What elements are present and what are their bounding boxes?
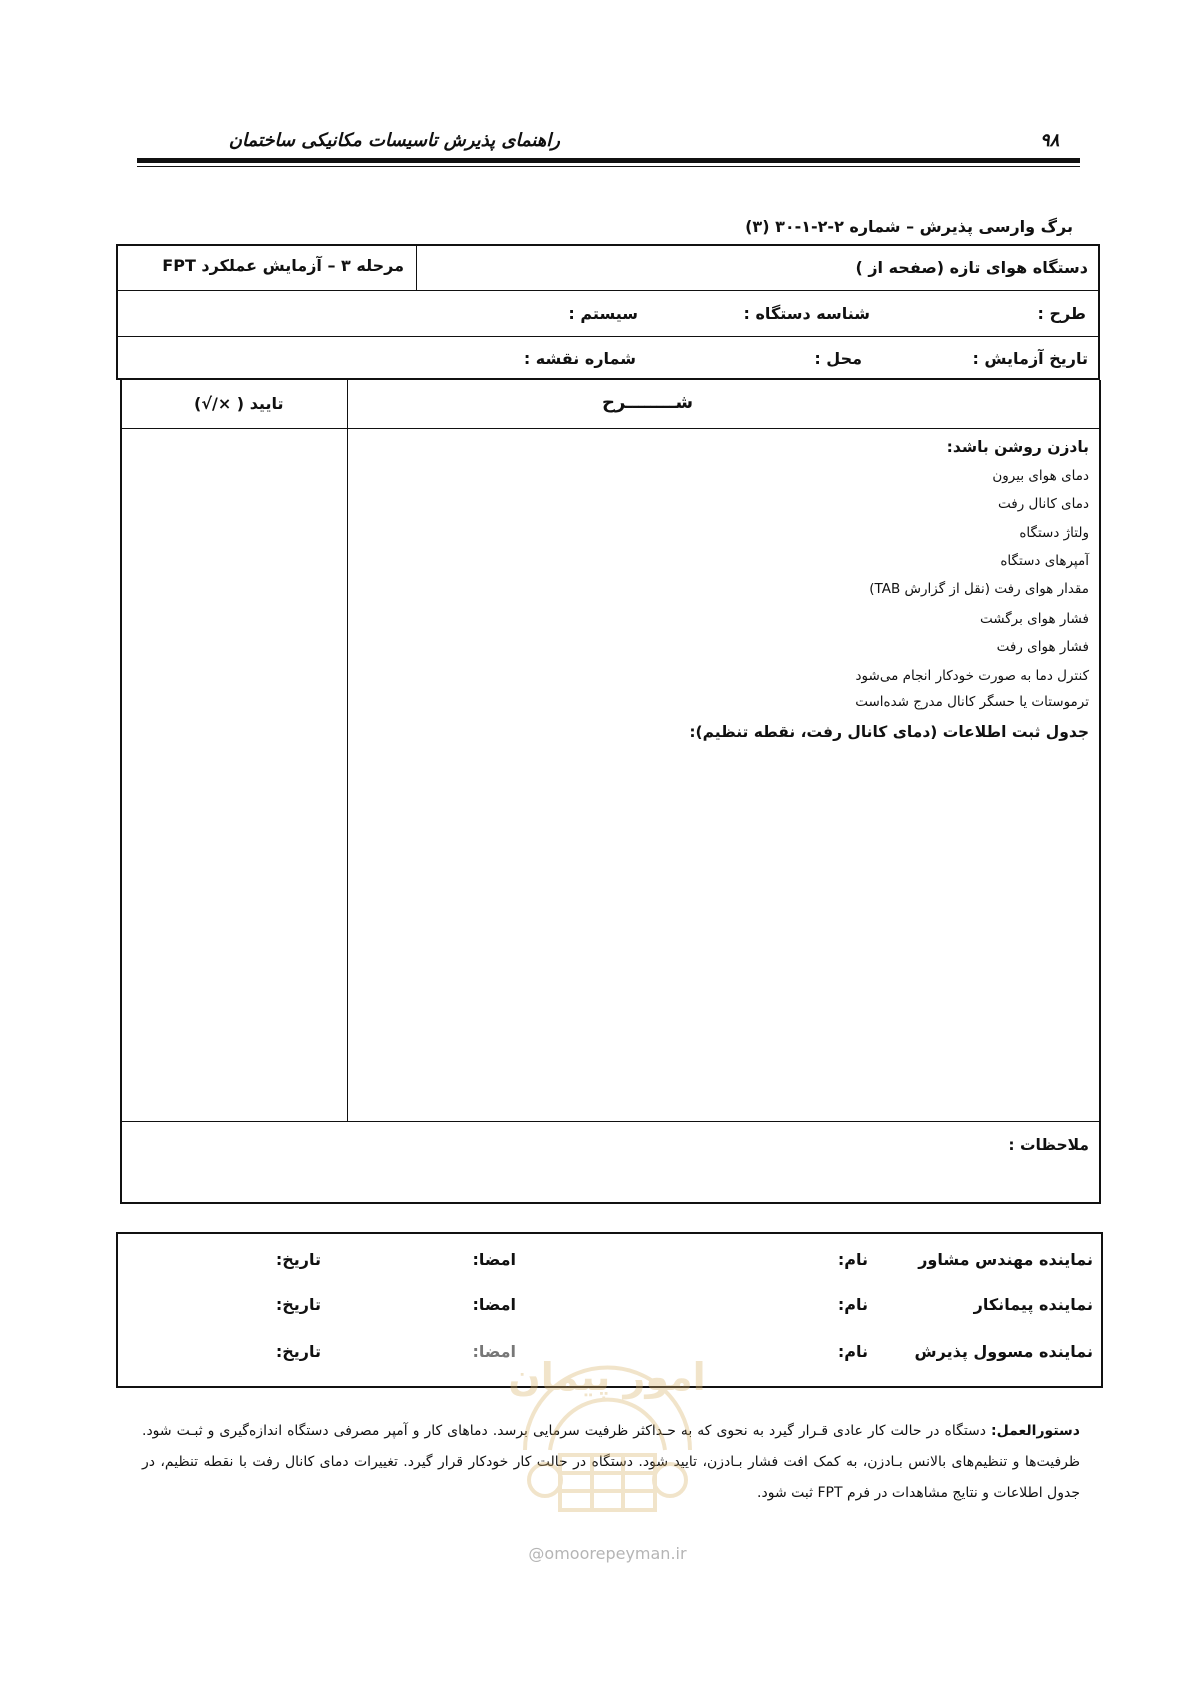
description-header-divider [122, 428, 1099, 429]
header-rule-thick [137, 158, 1080, 163]
system-label: سیستم : [568, 304, 638, 323]
approve-header: تایید ( ×/√) [194, 394, 284, 413]
description-header: شــــــــرح [602, 392, 694, 413]
signature-role: نماینده پیمانکار [973, 1295, 1093, 1314]
test-date-label: تاریخ آزمایش : [972, 349, 1088, 368]
instructions-text: دستگاه در حالت کار عادی قـرار گیرد به نحوی که به حـداکثر ظرفیت سرمایی برسد. دماهای کار و آمپر مصرفی دستگاه اندازه‌گیری و ثبـت شود. ظرفیت‌ها و تنظیم‌های بالانس بـادزن، به کمک افت فشار بـادزن، تایید شود. دستگاه در حالت کار خودکار قرار گیرد. تغییرات دمای کانال رفت با نقطه تنظیم، در جدول اطلاعات و نتایج مشاهدات در فرم FPT ثبت شود. [142, 1423, 1080, 1501]
checklist-item: دمای کانال رفت [998, 496, 1089, 512]
checklist-item: فشار هوای رفت [996, 639, 1089, 655]
checklist-item: فشار هوای برگشت [979, 611, 1089, 627]
signature-date: تاریخ: [275, 1250, 321, 1269]
signature-role: نماینده مسوول پذیرش [914, 1342, 1093, 1361]
checklist-item: ترموستات یا حسگر کانال مدرج شده‌است [855, 694, 1089, 710]
checklist-item: کنترل دما به صورت خودکار انجام می‌شود [855, 668, 1089, 684]
description-col-divider [347, 380, 348, 1121]
info-row-divider [118, 336, 1098, 337]
checklist-item: آمپرهای دستگاه [1000, 553, 1089, 569]
checklist-item: دمای هوای بیرون [992, 468, 1089, 484]
signature-date: تاریخ: [275, 1295, 321, 1314]
header-rule-thin [137, 166, 1080, 167]
info-col-divider [416, 246, 417, 290]
form-title: برگ وارسی پذیرش – شماره ۲-۲-۱-۳۰ (۳) [745, 217, 1073, 236]
section-heading: بادزن روشن باشد: [946, 438, 1089, 456]
remarks-label: ملاحظات : [1008, 1136, 1089, 1154]
signature-name: نام: [837, 1250, 868, 1269]
signature-sign: امضا: [472, 1342, 516, 1361]
description-table [120, 380, 1101, 1204]
drawing-no-label: شماره نقشه : [523, 349, 636, 368]
location-label: محل : [814, 349, 862, 368]
signature-name: نام: [837, 1342, 868, 1361]
instructions-label: دستورالعمل: [991, 1423, 1080, 1439]
device-label: دستگاه هوای تازه (صفحه از ) [855, 258, 1088, 277]
data-table-heading: جدول ثبت اطلاعات (دمای کانال رفت، نقطه تنظیم): [689, 723, 1089, 741]
checklist-item: مقدار هوای رفت (نقل از گزارش TAB) [869, 581, 1089, 597]
stage-label: مرحله ۳ – آزمایش عملکرد FPT [162, 256, 404, 275]
checklist-item: ولتاژ دستگاه [1019, 525, 1089, 541]
running-title: راهنمای پذیرش تاسیسات مکانیکی ساختمان [228, 130, 560, 151]
signature-sign: امضا: [472, 1250, 516, 1269]
watermark-url: @omoorepeyman.ir [528, 1544, 687, 1563]
signature-date: تاریخ: [275, 1342, 321, 1361]
info-table [116, 244, 1100, 380]
watermark-logo-icon [495, 1330, 720, 1540]
signature-sign: امضا: [472, 1295, 516, 1314]
page-number: ۹۸ [1040, 130, 1060, 151]
remarks-divider [122, 1121, 1099, 1122]
info-row-divider [118, 290, 1098, 291]
device-id-label: شناسه دستگاه : [743, 304, 870, 323]
signature-name: نام: [837, 1295, 868, 1314]
project-label: طرح : [1037, 304, 1086, 323]
watermark-brand: امور پیمان [508, 1355, 706, 1399]
signature-role: نماینده مهندس مشاور [918, 1250, 1093, 1269]
